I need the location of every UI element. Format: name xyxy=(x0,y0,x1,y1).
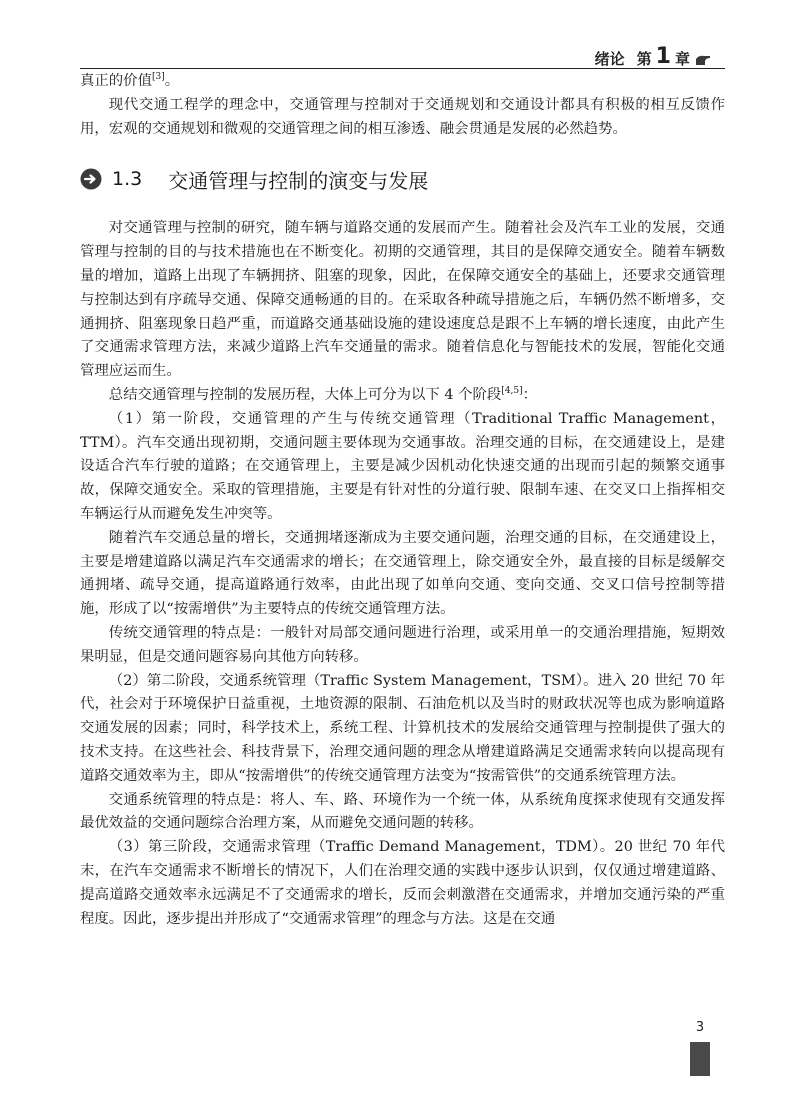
section-heading xyxy=(80,159,725,199)
intro-p1-end: 。 xyxy=(164,73,180,89)
running-head xyxy=(595,44,710,68)
body-paragraph-6: （2）第二阶段，交通系统管理（Traffic System Management，TSM）。进入 20 世纪 70 年代，社会对于环境保护日益重视，土地资源的限制、石油危机以及当时的财政状况等也成为影响道路交通发展的因素；同时，科学技术上，系统工程、计算机技术的发展给交通管理与控制提供了强大的技术支持。在这些社会、科技背景下，治理交通问题的理念从增建道路满足交通需求转向以提高现有道路交通效率为主，即从“按需增供”的传统交通管理方法变为“按需管供”的交通系统管理方法。 xyxy=(80,672,725,784)
page-edge-tab xyxy=(690,1042,710,1076)
section-title: 交通管理与控制的演变与发展 xyxy=(168,168,429,193)
running-head-chapter-word: 第 xyxy=(636,50,652,68)
body-paragraph-7: 交通系统管理的特点是：将人、车、路、环境作为一个统一体，从系统角度探求使现有交通发挥最优效益的交通问题综合治理方案，从而避免交通问题的转移。 xyxy=(80,791,725,832)
running-head-title: 绪论 xyxy=(594,50,625,68)
intro-paragraph-2: 现代交通工程学的理念中，交通管理与控制对于交通规划和交通设计都具有积极的相互反馈作用，宏观的交通规划和微观的交通管理之间的相互渗透、融会贯通是发展的必然趋势。 xyxy=(80,96,725,137)
body-paragraph-4: 随着汽车交通总量的增长，交通拥堵逐渐成为主要交通问题，治理交通的目标，在交通建设上，主要是增建道路以满足汽车交通需求的增长；在交通管理上，除交通安全外，最直接的目标是缓解交通拥堵、疏导交通，提高道路通行效率，由此出现了如单向交通、变向交通、交叉口信号控制等措施，形成了以“按需增供”为主要特点的传统交通管理方法。 xyxy=(80,529,725,618)
body-p2-end: ： xyxy=(522,386,538,403)
running-head-chapter-suffix: 章 xyxy=(674,50,690,68)
page-header xyxy=(0,0,790,72)
intro-p1-text: 真正的价值 xyxy=(80,73,152,89)
citation: [3] xyxy=(151,72,165,82)
page-number: 3 xyxy=(695,1020,705,1035)
header-rule xyxy=(80,68,725,69)
intro-paragraph-1 xyxy=(80,70,725,94)
running-head-chapter-number: 1 xyxy=(655,44,671,69)
page-body xyxy=(80,70,725,931)
body-p2-text: 总结交通管理与控制的发展历程，大体上可分为以下 4 个阶段 xyxy=(108,386,502,403)
chapter-tab-icon xyxy=(696,55,710,65)
body-paragraph-8: （3）第三阶段，交通需求管理（Traffic Demand Management，TDM）。20 世纪 70 年代末，在汽车交通需求不断增长的情况下，人们在治理交通的实践中逐步认识到，仅仅通过增建道路、提高道路交通效率永远满足不了交通需求的增长，反而会刺激潜在交通需求，并增加交通污染的严重程度。因此，逐步提出并形成了“交通需求管理”的理念与方法。这是在交通 xyxy=(80,839,725,927)
body-paragraph-3: （1）第一阶段，交通管理的产生与传统交通管理（Traditional Traffic Management，TTM）。汽车交通出现初期，交通问题主要体现为交通事故。治理交通的目标，在交通建设上，是建设适合汽车行驶的道路；在交通管理上，主要是减少因机动化快速交通的出现而引起的频繁交通事故，保障交通安全。采取的管理措施，主要是有针对性的分道行驶、限制车速、在交叉口上指挥相交车辆运行从而避免发生冲突等。 xyxy=(80,410,725,522)
body-paragraph-2 xyxy=(80,384,725,408)
body-paragraph-1: 对交通管理与控制的研究，随车辆与道路交通的发展而产生。随着社会及汽车工业的发展，交通管理与控制的目的与技术措施也在不断变化。初期的交通管理，其目的是保障交通安全。随着车辆数量的增加，道路上出现了车辆拥挤、阻塞的现象，因此，在保障交通安全的基础上，还要求交通管理与控制达到有序疏导交通、保障交通畅通的目的。在采取各种疏导措施之后，车辆仍然不断增多，交通拥挤、阻塞现象日趋严重，而道路交通基础设施的建设速度总是跟不上车辆的增长速度，由此产生了交通需求管理方法，来减少道路上汽车交通量的需求。随着信息化与智能技术的发展，智能化交通管理应运而生。 xyxy=(80,220,725,380)
section-number: 1.3 xyxy=(112,168,143,191)
arrow-circle-icon xyxy=(80,168,102,190)
citation: [4,5] xyxy=(501,385,523,396)
body-paragraph-5: 传统交通管理的特点是：一般针对局部交通问题进行治理，或采用单一的交通治理措施，短期效果明显，但是交通问题容易向其他方向转移。 xyxy=(80,624,725,665)
